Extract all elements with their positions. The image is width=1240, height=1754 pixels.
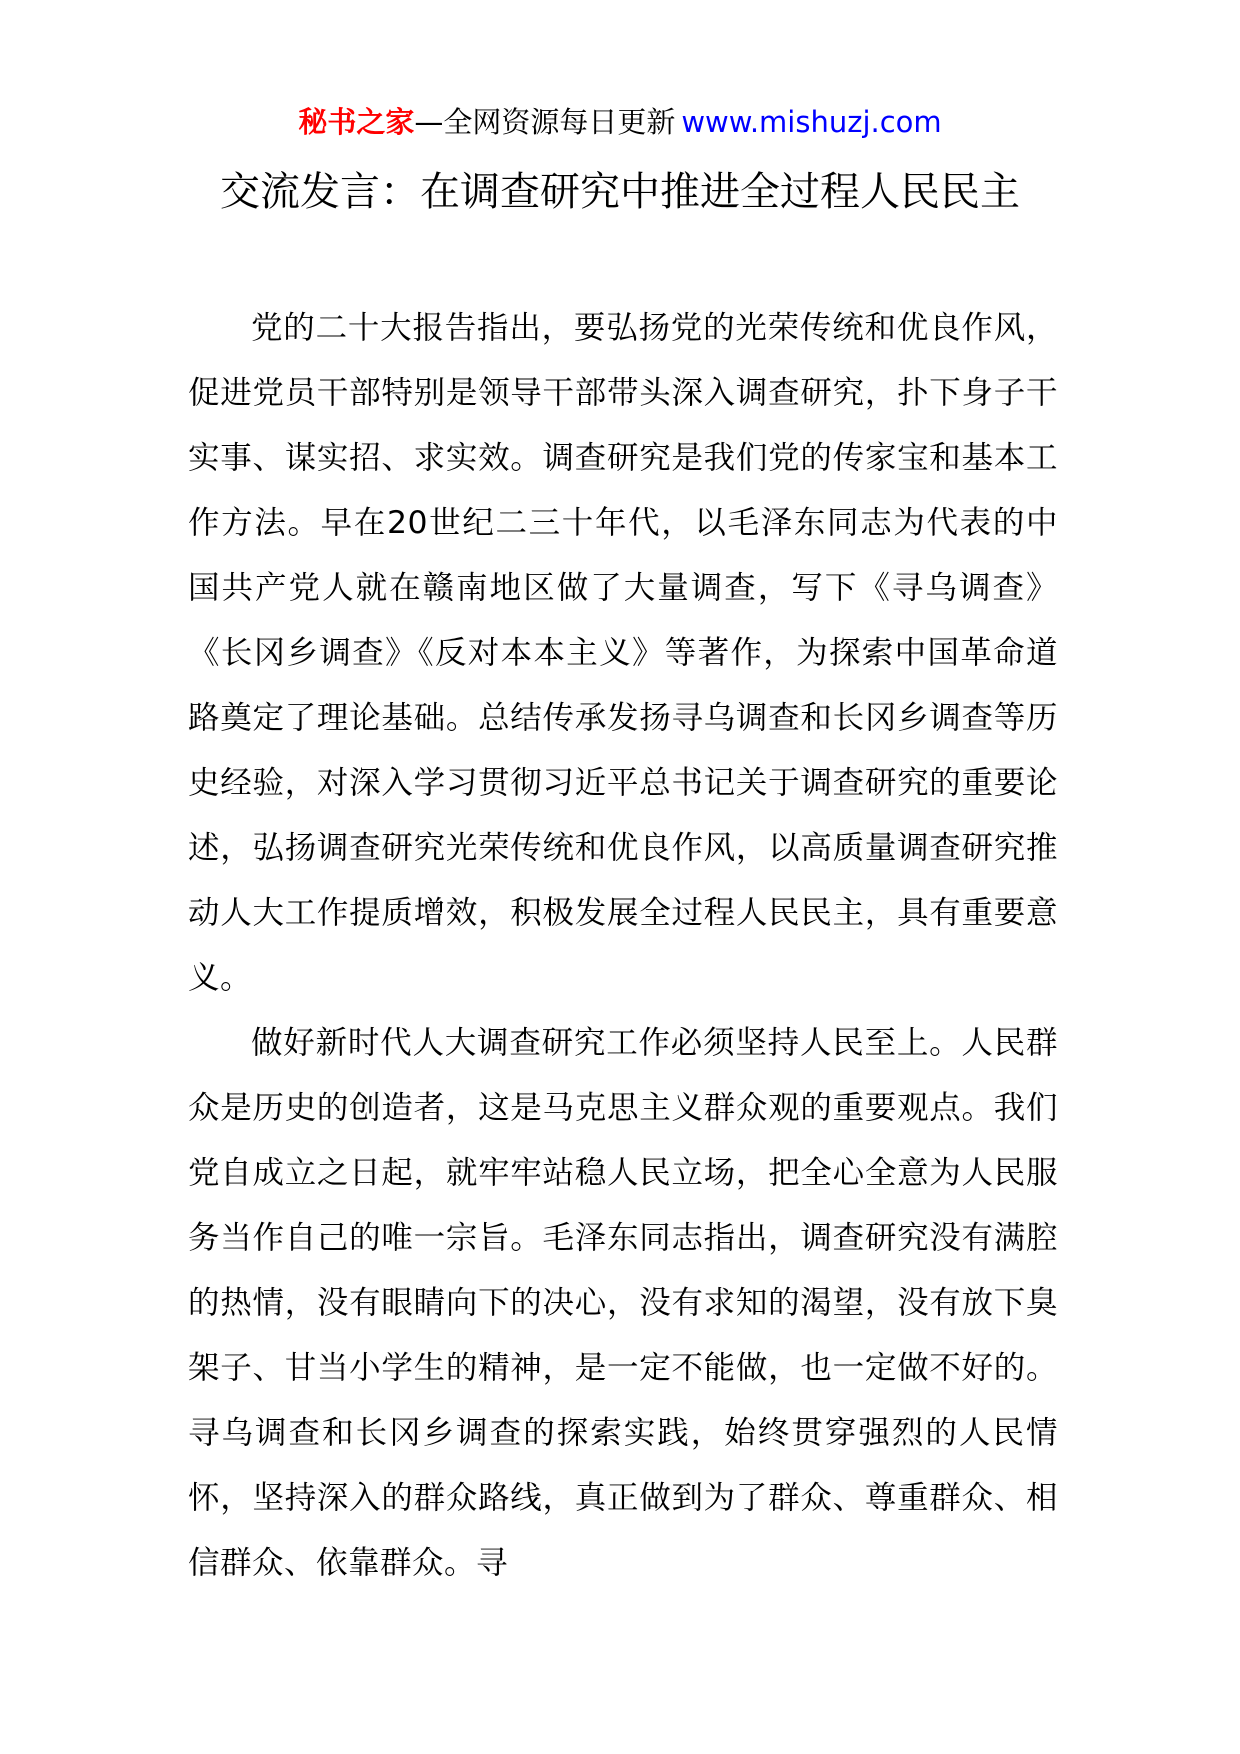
site-url-link[interactable]: www.mishuzj.com: [681, 105, 942, 139]
site-tagline: —全网资源每日更新: [414, 105, 676, 139]
document-body: [188, 296, 1058, 1596]
paragraph-2: 做好新时代人大调查研究工作必须坚持人民至上。人民群众是历史的创造者，这是马克思主义群众观的重要观点。我们党自成立之日起，就牢牢站稳人民立场，把全心全意为人民服务当作自己的唯一宗旨。毛泽东同志指出，调查研究没有满腔的热情，没有眼睛向下的决心，没有求知的渴望，没有放下臭架子、甘当小学生的精神，是一定不能做，也一定做不好的。寻乌调查和长冈乡调查的探索实践，始终贯穿强烈的人民情怀，坚持深入的群众路线，真正做到为了群众、尊重群众、相信群众、依靠群众。寻: [188, 1025, 1058, 1581]
site-brand: 秘书之家: [298, 105, 415, 139]
paragraph-1: 党的二十大报告指出，要弘扬党的光荣传统和优良作风，促进党员干部特别是领导干部带头深入调查研究，扑下身子干实事、谋实招、求实效。调查研究是我们党的传家宝和基本工作方法。早在20世纪二三十年代，以毛泽东同志为代表的中国共产党人就在赣南地区做了大量调查，写下《寻乌调查》《长冈乡调查》《反对本本主义》等著作，为探索中国革命道路奠定了理论基础。总结传承发扬寻乌调查和长冈乡调查等历史经验，对深入学习贯彻习近平总书记关于调查研究的重要论述，弘扬调查研究光荣传统和优良作风，以高质量调查研究推动人大工作提质增效，积极发展全过程人民民主，具有重要意义。: [188, 310, 1058, 996]
document-title: 交流发言：在调查研究中推进全过程人民民主: [220, 169, 1020, 215]
site-header: [0, 100, 1240, 144]
